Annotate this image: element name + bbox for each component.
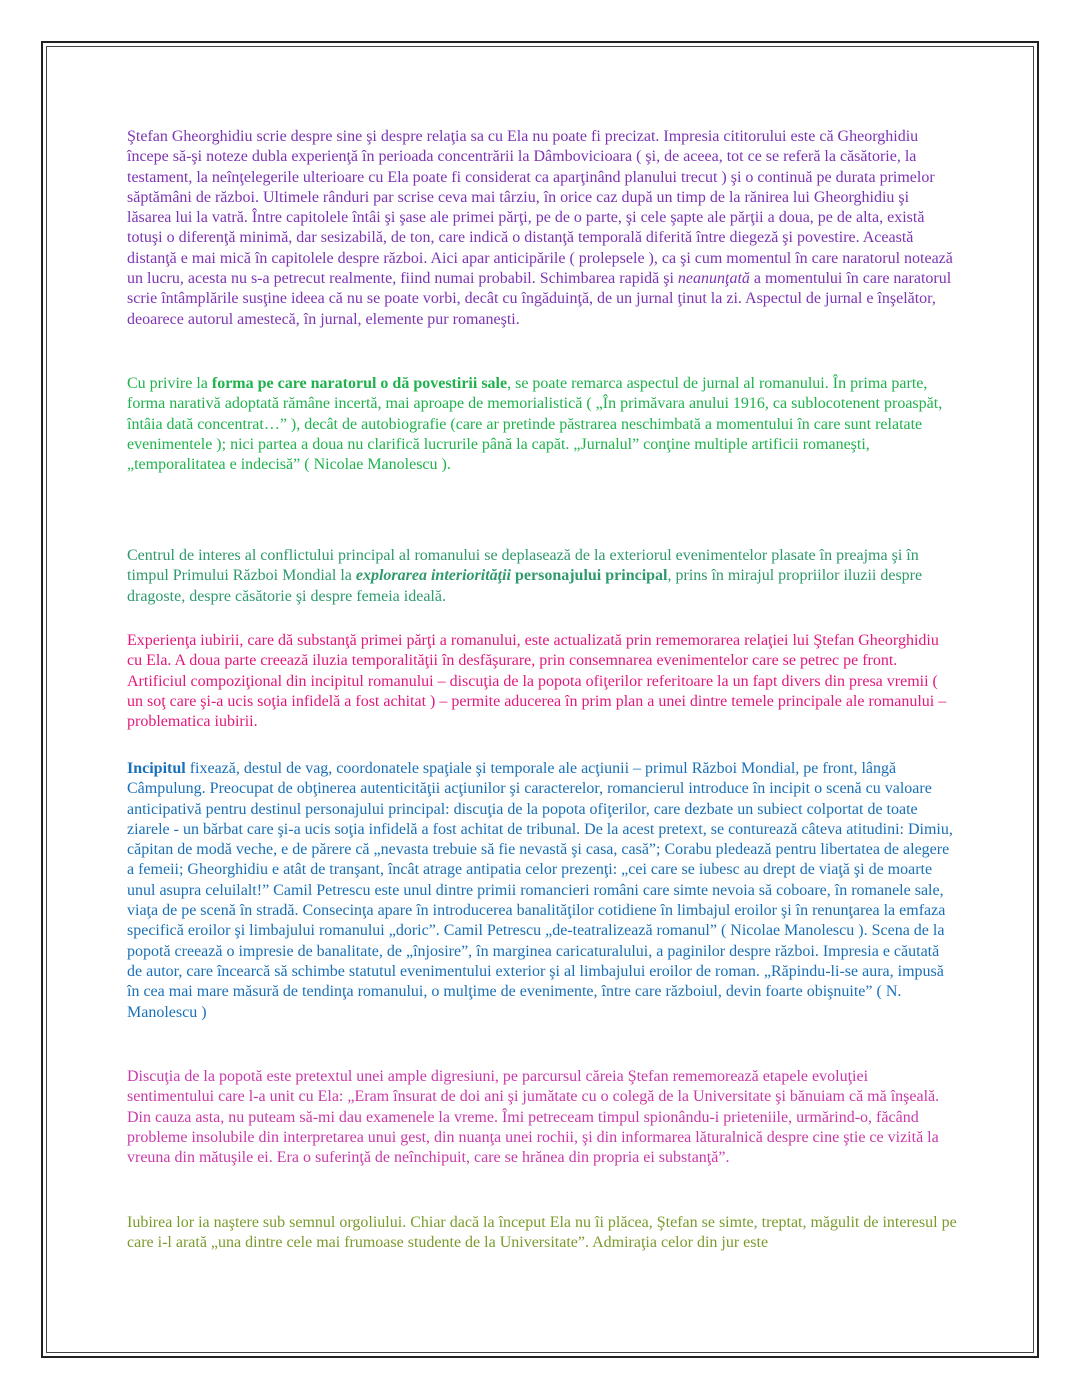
text-run: Experienţa iubirii, care dă substanţă primei părţi a romanului, este actualizată prin rememorarea relaţiei lui Ştefan Gheorghidiu cu Ela. A doua parte creează iluzia temporalităţii în desfăşurare, prin consemnarea evenimentelor care se petrec pe front. Artificiul compoziţional din incipitul romanului – discuţia de la popota ofiţerilor referitoare la un fapt divers din presa vremii ( un soţ care şi-a ucis soţia infidelă a fost achitat ) – permite aducerea în prim plan a unei dintre temele principale ale romanului – problematica iubirii.: [127, 632, 947, 731]
emphasized-text: Incipitul: [127, 760, 186, 777]
emphasized-text: personajului principal: [515, 567, 668, 585]
emphasized-text: neanunţată: [677, 270, 750, 288]
text-run: Cu privire la: [127, 375, 212, 392]
text-run: Discuţia de la popotă este pretextul unei ample digresiuni, pe parcursul căreia Ştefan rememorează etapele evoluţiei sentimentului care l-a unit cu Ela: „Eram însurat de doi ani şi jumătate cu o colegă de la Universitate şi bănuiam că mă înşeală. Din cauza asta, nu puteam să-mi dau examenele la vreme. Îmi petreceam timpul spionându-i prieteniile, urmărind-o, făcând probleme insolubile din interpretarea unui gest, din nuanţa unei rochii, şi din informarea lăturalnică despre cine ştie ce vizită la vreuna din mătuşile ei. Era o suferinţă de neînchipuit, care se hrănea din propria ei substanţă”.: [127, 1068, 940, 1167]
paragraph-love-experience: [127, 631, 957, 732]
text-run: Ştefan Gheorghidiu scrie despre sine şi despre relaţia sa cu Ela nu poate fi precizat. Impresia cititorului este că Gheorghidiu începe să-şi noteze dubla experienţă în perioada concentrării la Dâmbovicioara ( şi, de aceea, tot ce se referă la căsătorie, la testament, la neînţelegerile ulterioare cu Ela poate fi considerat ca aparţinând planului trecut ) şi o continuă pe durata primelor săptămâni de război. Ultimele rânduri par scrise ceva mai târziu, în orice caz după un timp de la rănirea lui Gheorghidiu şi lăsarea lui la vatră. Între capitolele întâi şi şase ale primei părţi, pe de o parte, şi cele şapte ale părţii a doua, pe de alta, există totuşi o diferenţă minimă, dar sesizabilă, de ton, care indică o distanţă temporală diferită între diegeză şi povestire. Această distanţă e mai mică în capitolele despre război. Aici apar anticipările ( prolepsele ), ca şi cum momentul în care naratorul notează un lucru, acesta nu s-a petrecut realmente, fiind numai probabil. Schimbarea rapidă şi: [127, 128, 953, 288]
paragraph-narrative-form: [127, 374, 957, 475]
text-run: a momentului în care naratorul scrie întâmplările susţine ideea că nu se poate vorbi, decât cu îngăduinţă, de un jurnal ţinut la zi. Aspectul de jurnal e înşelător, deoarece autorul amestecă, în jurnal, elemente pur romaneşti.: [127, 270, 952, 328]
text-run: fixează, destul de vag, coordonatele spaţiale şi temporale ale acţiunii – primul Război Mondial, pe front, lângă Câmpulung. Preocupat de obţinerea autenticităţii acţiunilor şi caracterelor, romancierul introduce în incipit o scenă cu valoare anticipativă pentru destinul personajului principal: discuţia de la popota ofiţerilor, care dezbate un subiect colportat de toate ziarele - un bărbat care şi-a ucis soţia infidelă a fost achitat de tribunal. De la acest pretext, se conturează câteva atitudini: Dimiu, căpitan de modă veche, e de părere că „nevasta trebuie să fie nevastă şi casa, casă”; Corabu pledează pentru libertatea de alegere a femeii; Gheorghidiu e atât de tranşant, încât atrage antipatia celor prezenţi: „cei care se iubesc au drept de viaţă şi de moarte unul asupra celuilalt!” Camil Petrescu este unul dintre primii romancieri români care simte nevoia să coboare, în romanele sale, viaţa de pe scenă în stradă. Consecinţa apare în introducerea banalităţilor cotidiene în limbajul eroilor şi în renunţarea la emfaza specifică eroilor şi limbajului romanului „doric”. Camil Petrescu „de-teatralizează romanul” ( Nicolae Manolescu ). Scena de la popotă creează o impresie de banalitate, de „înjosire”, în marginea caricaturalului, a paginilor despre război. Impresia e căutată de autor, care încearcă să schimbe statutul evenimentului exterior şi al limbajului eroilor de roman. „Răpindu-li-se aura, impusă în cea mai mare măsură de tendinţa romanului, o mulţime de evenimente, între care războiul, devin foarte obişnuite” ( N. Manolescu ): [127, 760, 953, 1021]
paragraph-love-origin: [127, 1213, 957, 1254]
paragraph-digression: [127, 1067, 957, 1168]
text-run: Iubirea lor ia naştere sub semnul orgoliului. Chiar dacă la început Ela nu îi plăcea, Ştefan se simte, treptat, măgulit de interesul pe care i-l arată „una dintre cele mai frumoase studente de la Universitate”. Admiraţia celor din jur este: [127, 1214, 957, 1252]
text-run: Centrul de interes al conflictului principal al romanului se deplasează de la exteriorul evenimentelor plasate în preajma şi în timpul Primului Război Mondial la: [127, 547, 919, 585]
paragraph-narrative-time: [127, 127, 957, 330]
paragraph-incipit: [127, 759, 957, 1023]
text-run: , prins în mirajul propriilor iluzii despre dragoste, despre căsătorie şi despre femeia ideală.: [127, 567, 923, 605]
emphasized-text: explorarea interiorităţii: [355, 567, 511, 585]
text-run: , se poate remarca aspectul de jurnal al romanului. În prima parte, forma narativă adoptată rămâne incertă, mai aproape de memorialistică ( „În primăvara anului 1916, ca sublocotenent proaspăt, întâia dată concentrat…” ), decât de autobiografie (care ar pretinde păstrarea neschimbată a momentului în care sunt relatate evenimentele ); nici partea a doua nu clarifică lucrurile până la capăt. „Jurnalul” conţine multiple artificii romaneşti, „temporalitatea e indecisă” ( Nicolae Manolescu ).: [127, 375, 943, 474]
emphasized-text: forma pe care naratorul o dă povestirii sale: [211, 375, 508, 392]
paragraph-conflict-center: [127, 546, 957, 607]
